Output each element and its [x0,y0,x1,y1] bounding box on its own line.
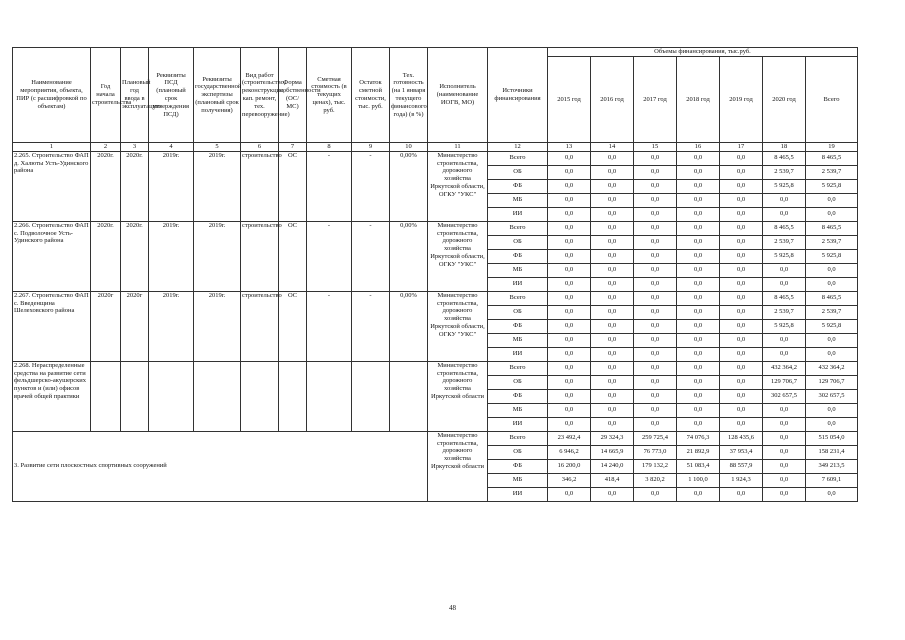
funding-value: 0,0 [677,179,720,193]
funding-value: 0,0 [591,165,634,179]
column-number: 5 [194,143,241,152]
funding-value: 0,0 [763,277,806,291]
funding-value: 0,0 [591,151,634,165]
funding-value: 0,0 [720,347,763,361]
funding-value: 0,0 [806,277,858,291]
funding-value: 88 557,9 [720,459,763,473]
funding-value: 8 465,5 [806,151,858,165]
work-type [241,361,279,431]
header-executor: Исполнитель (наименование ИОГВ, МО) [428,48,488,143]
funding-value: 0,0 [806,263,858,277]
commission-year [121,361,149,431]
funding-value: 0,0 [591,333,634,347]
funding-value: 0,0 [720,305,763,319]
funding-value: 37 953,4 [720,445,763,459]
funding-value: 0,0 [677,249,720,263]
funding-value: 0,0 [763,459,806,473]
funding-value: 0,0 [634,291,677,305]
executor: Министерство строительства, дорожного хозяйства Иркутской области, ОГКУ "УКС" [428,221,488,291]
column-number: 17 [720,143,763,152]
funding-value: 0,0 [720,179,763,193]
funding-value: 418,4 [591,473,634,487]
funding-value: 0,0 [720,375,763,389]
header-name: Наименование мероприятия, объекта, ПИР (с расшифровкой по объектам) [13,48,91,143]
funding-value: 29 324,3 [591,431,634,445]
funding-value: 8 465,5 [763,151,806,165]
column-number: 6 [241,143,279,152]
funding-value: 2 539,7 [806,305,858,319]
column-number: 11 [428,143,488,152]
work-type: строительство [241,221,279,291]
funding-source: ОБ [488,165,548,179]
column-number: 4 [149,143,194,152]
start-year: 2020г [91,291,121,361]
funding-value: 302 657,5 [763,389,806,403]
funding-value: 2 539,7 [806,235,858,249]
funding-value: 0,0 [720,249,763,263]
funding-value: 0,0 [763,431,806,445]
funding-value: 129 706,7 [763,375,806,389]
table-row [13,221,858,235]
funding-value: 0,0 [634,389,677,403]
funding-value: 432 364,2 [806,361,858,375]
funding-value: 21 892,9 [677,445,720,459]
work-type: строительство [241,291,279,361]
psd-date: 2019г. [149,291,194,361]
readiness: 0,00% [390,291,428,361]
object-name: 2.268. Нераспределенные средства на развитие сети фельдшерско-акушерских пунктов и (или) офисов врачей общей практики [13,361,91,431]
executor: Министерство строительства, дорожного хозяйства Иркутской области, ОГКУ "УКС" [428,291,488,361]
funding-value: 302 657,5 [806,389,858,403]
funding-source: ФБ [488,319,548,333]
commission-year: 2020г [121,291,149,361]
header-work-type: Вид работ (строительство, реконструкция, кап. ремонт, тех. перевооружение) [241,48,279,143]
funding-value: 0,0 [548,487,591,501]
funding-value: 3 820,2 [634,473,677,487]
funding-value: 0,0 [548,389,591,403]
executor: Министерство строительства, дорожного хозяйства Иркутской области [428,361,488,431]
funding-value: 0,0 [548,165,591,179]
funding-value: 0,0 [720,165,763,179]
funding-source: МБ [488,333,548,347]
column-number: 14 [591,143,634,152]
column-number: 9 [352,143,390,152]
expertise-date: 2019г. [194,221,241,291]
funding-value: 0,0 [806,333,858,347]
funding-value: 0,0 [634,193,677,207]
header-year-2018: 2018 год [677,57,720,143]
funding-value: 1 100,0 [677,473,720,487]
psd-date: 2019г. [149,151,194,221]
funding-value: 0,0 [634,249,677,263]
funding-value: 0,0 [720,487,763,501]
funding-source: ФБ [488,459,548,473]
funding-value: 0,0 [806,487,858,501]
table-row [13,361,858,375]
header-start-year: Год начала строительства [91,48,121,143]
funding-value: 0,0 [548,193,591,207]
column-number: 12 [488,143,548,152]
funding-value: 5 925,8 [806,319,858,333]
funding-value: 179 132,2 [634,459,677,473]
table-row [13,431,858,445]
column-number: 2 [91,143,121,152]
funding-value: 129 706,7 [806,375,858,389]
funding-value: 0,0 [591,389,634,403]
funding-value: 23 492,4 [548,431,591,445]
funding-source: ФБ [488,249,548,263]
funding-value: 0,0 [677,333,720,347]
psd-date [149,361,194,431]
funding-value: 0,0 [720,277,763,291]
estimated-cost: - [307,151,352,221]
funding-value: 0,0 [591,277,634,291]
funding-value: 0,0 [634,319,677,333]
column-number: 16 [677,143,720,152]
funding-value: 0,0 [720,263,763,277]
column-number: 8 [307,143,352,152]
funding-value: 1 924,3 [720,473,763,487]
funding-value: 0,0 [720,193,763,207]
funding-value: 0,0 [548,151,591,165]
funding-value: 0,0 [548,333,591,347]
funding-source: Всего [488,291,548,305]
funding-value: 0,0 [677,151,720,165]
funding-value: 0,0 [548,403,591,417]
page-number: 48 [449,604,456,612]
funding-value: 8 465,5 [806,221,858,235]
funding-value: 346,2 [548,473,591,487]
header-expertise: Реквизиты государственной экспертизы (плановый срок получения) [194,48,241,143]
funding-value: 0,0 [677,487,720,501]
funding-value: 0,0 [677,221,720,235]
funding-value: 0,0 [591,291,634,305]
funding-value: 0,0 [677,361,720,375]
funding-value: 5 925,8 [806,249,858,263]
column-number-row [13,143,858,152]
header-psd: Реквизиты ПСД (плановый срок утверждения ПСД) [149,48,194,143]
funding-source: МБ [488,193,548,207]
executor: Министерство строительства, дорожного хозяйства Иркутской области [428,431,488,501]
funding-value: 6 946,2 [548,445,591,459]
expertise-date [194,361,241,431]
funding-source: МБ [488,263,548,277]
funding-value: 0,0 [548,235,591,249]
funding-value: 0,0 [763,347,806,361]
ownership: ОС [279,291,307,361]
ownership [279,361,307,431]
funding-source: ИИ [488,277,548,291]
funding-value: 2 539,7 [763,165,806,179]
funding-source: ИИ [488,347,548,361]
column-number: 15 [634,143,677,152]
funding-value: 0,0 [634,375,677,389]
object-name: 2.267. Строительство ФАП с. Введенщина Шелеховского района [13,291,91,361]
funding-value: 0,0 [634,333,677,347]
header-year-2015: 2015 год [548,57,591,143]
funding-value: 0,0 [591,179,634,193]
header-commission-year: Плановый год ввода в эксплуатацию [121,48,149,143]
header-ownership: Форма собственности (ОС/МС) [279,48,307,143]
funding-value: 0,0 [677,403,720,417]
funding-value: 14 240,0 [591,459,634,473]
funding-source: ФБ [488,179,548,193]
header-year-2019: 2019 год [720,57,763,143]
funding-value: 0,0 [591,403,634,417]
funding-source: ОБ [488,305,548,319]
funding-value: 0,0 [634,207,677,221]
funding-value: 0,0 [677,235,720,249]
header-year-2017: 2017 год [634,57,677,143]
funding-value: 0,0 [591,207,634,221]
funding-value: 0,0 [677,347,720,361]
funding-value: 0,0 [677,207,720,221]
funding-value: 0,0 [548,347,591,361]
funding-value: 0,0 [548,249,591,263]
funding-value: 8 465,5 [806,291,858,305]
funding-value: 0,0 [720,417,763,431]
funding-source: ФБ [488,389,548,403]
ownership: ОС [279,151,307,221]
funding-source: Всего [488,361,548,375]
funding-value: 5 925,8 [763,179,806,193]
funding-value: 76 773,0 [634,445,677,459]
header-sources: Источники финансирования [488,48,548,143]
funding-value: 5 925,8 [763,249,806,263]
funding-value: 0,0 [591,319,634,333]
readiness: 0,00% [390,151,428,221]
funding-value: 0,0 [720,361,763,375]
funding-source: ИИ [488,487,548,501]
remaining-cost: - [352,221,390,291]
funding-value: 0,0 [548,361,591,375]
funding-value: 8 465,5 [763,221,806,235]
funding-value: 14 665,9 [591,445,634,459]
funding-value: 0,0 [677,193,720,207]
funding-source: ОБ [488,235,548,249]
funding-source: Всего [488,221,548,235]
object-name: 2.265. Строительство ФАП д. Халюты Усть-Удинского района [13,151,91,221]
funding-value: 0,0 [677,291,720,305]
funding-value: 0,0 [591,193,634,207]
funding-value: 0,0 [677,319,720,333]
table-row [13,151,858,165]
funding-source: Всего [488,431,548,445]
funding-source: МБ [488,473,548,487]
funding-source: ИИ [488,207,548,221]
psd-date: 2019г. [149,221,194,291]
funding-value: 0,0 [591,235,634,249]
funding-value: 0,0 [763,487,806,501]
funding-value: 0,0 [634,179,677,193]
funding-value: 0,0 [763,473,806,487]
funding-value: 0,0 [591,417,634,431]
funding-value: 0,0 [763,403,806,417]
funding-value: 0,0 [806,193,858,207]
funding-value: 0,0 [634,221,677,235]
funding-value: 0,0 [720,221,763,235]
start-year: 2020г. [91,151,121,221]
funding-value: 0,0 [806,403,858,417]
funding-value: 74 076,3 [677,431,720,445]
funding-value: 0,0 [677,305,720,319]
funding-value: 0,0 [591,263,634,277]
funding-value: 0,0 [634,235,677,249]
funding-value: 0,0 [806,347,858,361]
funding-value: 0,0 [591,305,634,319]
funding-value: 0,0 [720,403,763,417]
funding-value: 0,0 [548,277,591,291]
estimated-cost [307,361,352,431]
expertise-date: 2019г. [194,151,241,221]
commission-year: 2020г. [121,151,149,221]
funding-value: 0,0 [763,417,806,431]
header-year-2016: 2016 год [591,57,634,143]
funding-value: 0,0 [548,179,591,193]
funding-value: 0,0 [720,319,763,333]
funding-value: 0,0 [634,361,677,375]
funding-value: 16 200,0 [548,459,591,473]
funding-value: 0,0 [763,207,806,221]
ownership: ОС [279,221,307,291]
funding-value: 5 925,8 [763,319,806,333]
remaining-cost: - [352,291,390,361]
start-year [91,361,121,431]
funding-source: Всего [488,151,548,165]
funding-value: 259 725,4 [634,431,677,445]
object-name: 2.266. Строительство ФАП с. Подволочное Усть-Удинского района [13,221,91,291]
expertise-date: 2019г. [194,291,241,361]
column-number: 19 [806,143,858,152]
funding-value: 0,0 [720,207,763,221]
header-funding: Объемы финансирования, тыс.руб. [548,48,858,57]
funding-value: 8 465,5 [763,291,806,305]
funding-value: 0,0 [677,417,720,431]
funding-value: 2 539,7 [763,305,806,319]
funding-value: 0,0 [720,291,763,305]
table-row [13,291,858,305]
funding-value: 0,0 [548,319,591,333]
funding-value: 0,0 [806,417,858,431]
funding-value: 2 539,7 [763,235,806,249]
header-readiness: Тех. готовность (на 1 января текущего финансового года) (в %) [390,48,428,143]
funding-value: 0,0 [720,235,763,249]
column-number: 13 [548,143,591,152]
column-number: 10 [390,143,428,152]
funding-value: 0,0 [548,207,591,221]
funding-value: 0,0 [677,389,720,403]
funding-value: 0,0 [677,165,720,179]
funding-value: 0,0 [806,207,858,221]
funding-source: ОБ [488,375,548,389]
funding-value: 0,0 [548,263,591,277]
funding-value: 0,0 [720,389,763,403]
funding-value: 51 083,4 [677,459,720,473]
remaining-cost: - [352,151,390,221]
table-body [13,143,858,502]
estimated-cost: - [307,291,352,361]
column-number: 1 [13,143,91,152]
funding-value: 515 054,0 [806,431,858,445]
funding-value: 0,0 [677,263,720,277]
funding-value: 0,0 [763,445,806,459]
funding-value: 349 213,5 [806,459,858,473]
funding-value: 0,0 [634,417,677,431]
estimated-cost: - [307,221,352,291]
funding-value: 0,0 [591,375,634,389]
funding-value: 0,0 [634,165,677,179]
funding-value: 0,0 [591,361,634,375]
funding-value: 0,0 [720,151,763,165]
remaining-cost [352,361,390,431]
funding-value: 0,0 [763,193,806,207]
funding-value: 0,0 [634,347,677,361]
header-estimated-cost: Сметная стоимость (в текущих ценах), тыс. руб. [307,48,352,143]
work-type: строительство [241,151,279,221]
funding-value: 0,0 [591,221,634,235]
funding-value: 0,0 [548,221,591,235]
section-name: 3. Развитие сети плоскостных спортивных сооружений [13,431,428,501]
funding-value: 0,0 [548,291,591,305]
funding-value: 0,0 [548,417,591,431]
readiness [390,361,428,431]
funding-value: 0,0 [634,305,677,319]
header-total: Всего [806,57,858,143]
commission-year: 2020г. [121,221,149,291]
funding-source: МБ [488,403,548,417]
funding-value: 2 539,7 [806,165,858,179]
funding-value: 0,0 [720,333,763,347]
funding-value: 0,0 [677,277,720,291]
funding-value: 0,0 [591,249,634,263]
funding-source: ОБ [488,445,548,459]
funding-value: 0,0 [634,151,677,165]
funding-value: 0,0 [634,277,677,291]
column-number: 7 [279,143,307,152]
funding-value: 128 435,6 [720,431,763,445]
funding-value: 0,0 [763,333,806,347]
header-year-2020: 2020 год [763,57,806,143]
funding-value: 0,0 [634,263,677,277]
funding-value: 0,0 [677,375,720,389]
funding-value: 0,0 [548,375,591,389]
header-remaining-cost: Остаток сметной стоимости, тыс. руб. [352,48,390,143]
financing-table [12,47,858,502]
funding-value: 0,0 [591,347,634,361]
funding-source: ИИ [488,417,548,431]
column-number: 18 [763,143,806,152]
column-number: 3 [121,143,149,152]
executor: Министерство строительства, дорожного хозяйства Иркутской области, ОГКУ "УКС" [428,151,488,221]
readiness: 0,00% [390,221,428,291]
funding-value: 158 231,4 [806,445,858,459]
funding-value: 5 925,8 [806,179,858,193]
funding-value: 0,0 [763,263,806,277]
funding-value: 0,0 [634,403,677,417]
funding-value: 0,0 [591,487,634,501]
start-year: 2020г. [91,221,121,291]
funding-value: 7 609,1 [806,473,858,487]
funding-value: 0,0 [634,487,677,501]
funding-value: 0,0 [548,305,591,319]
funding-value: 432 364,2 [763,361,806,375]
